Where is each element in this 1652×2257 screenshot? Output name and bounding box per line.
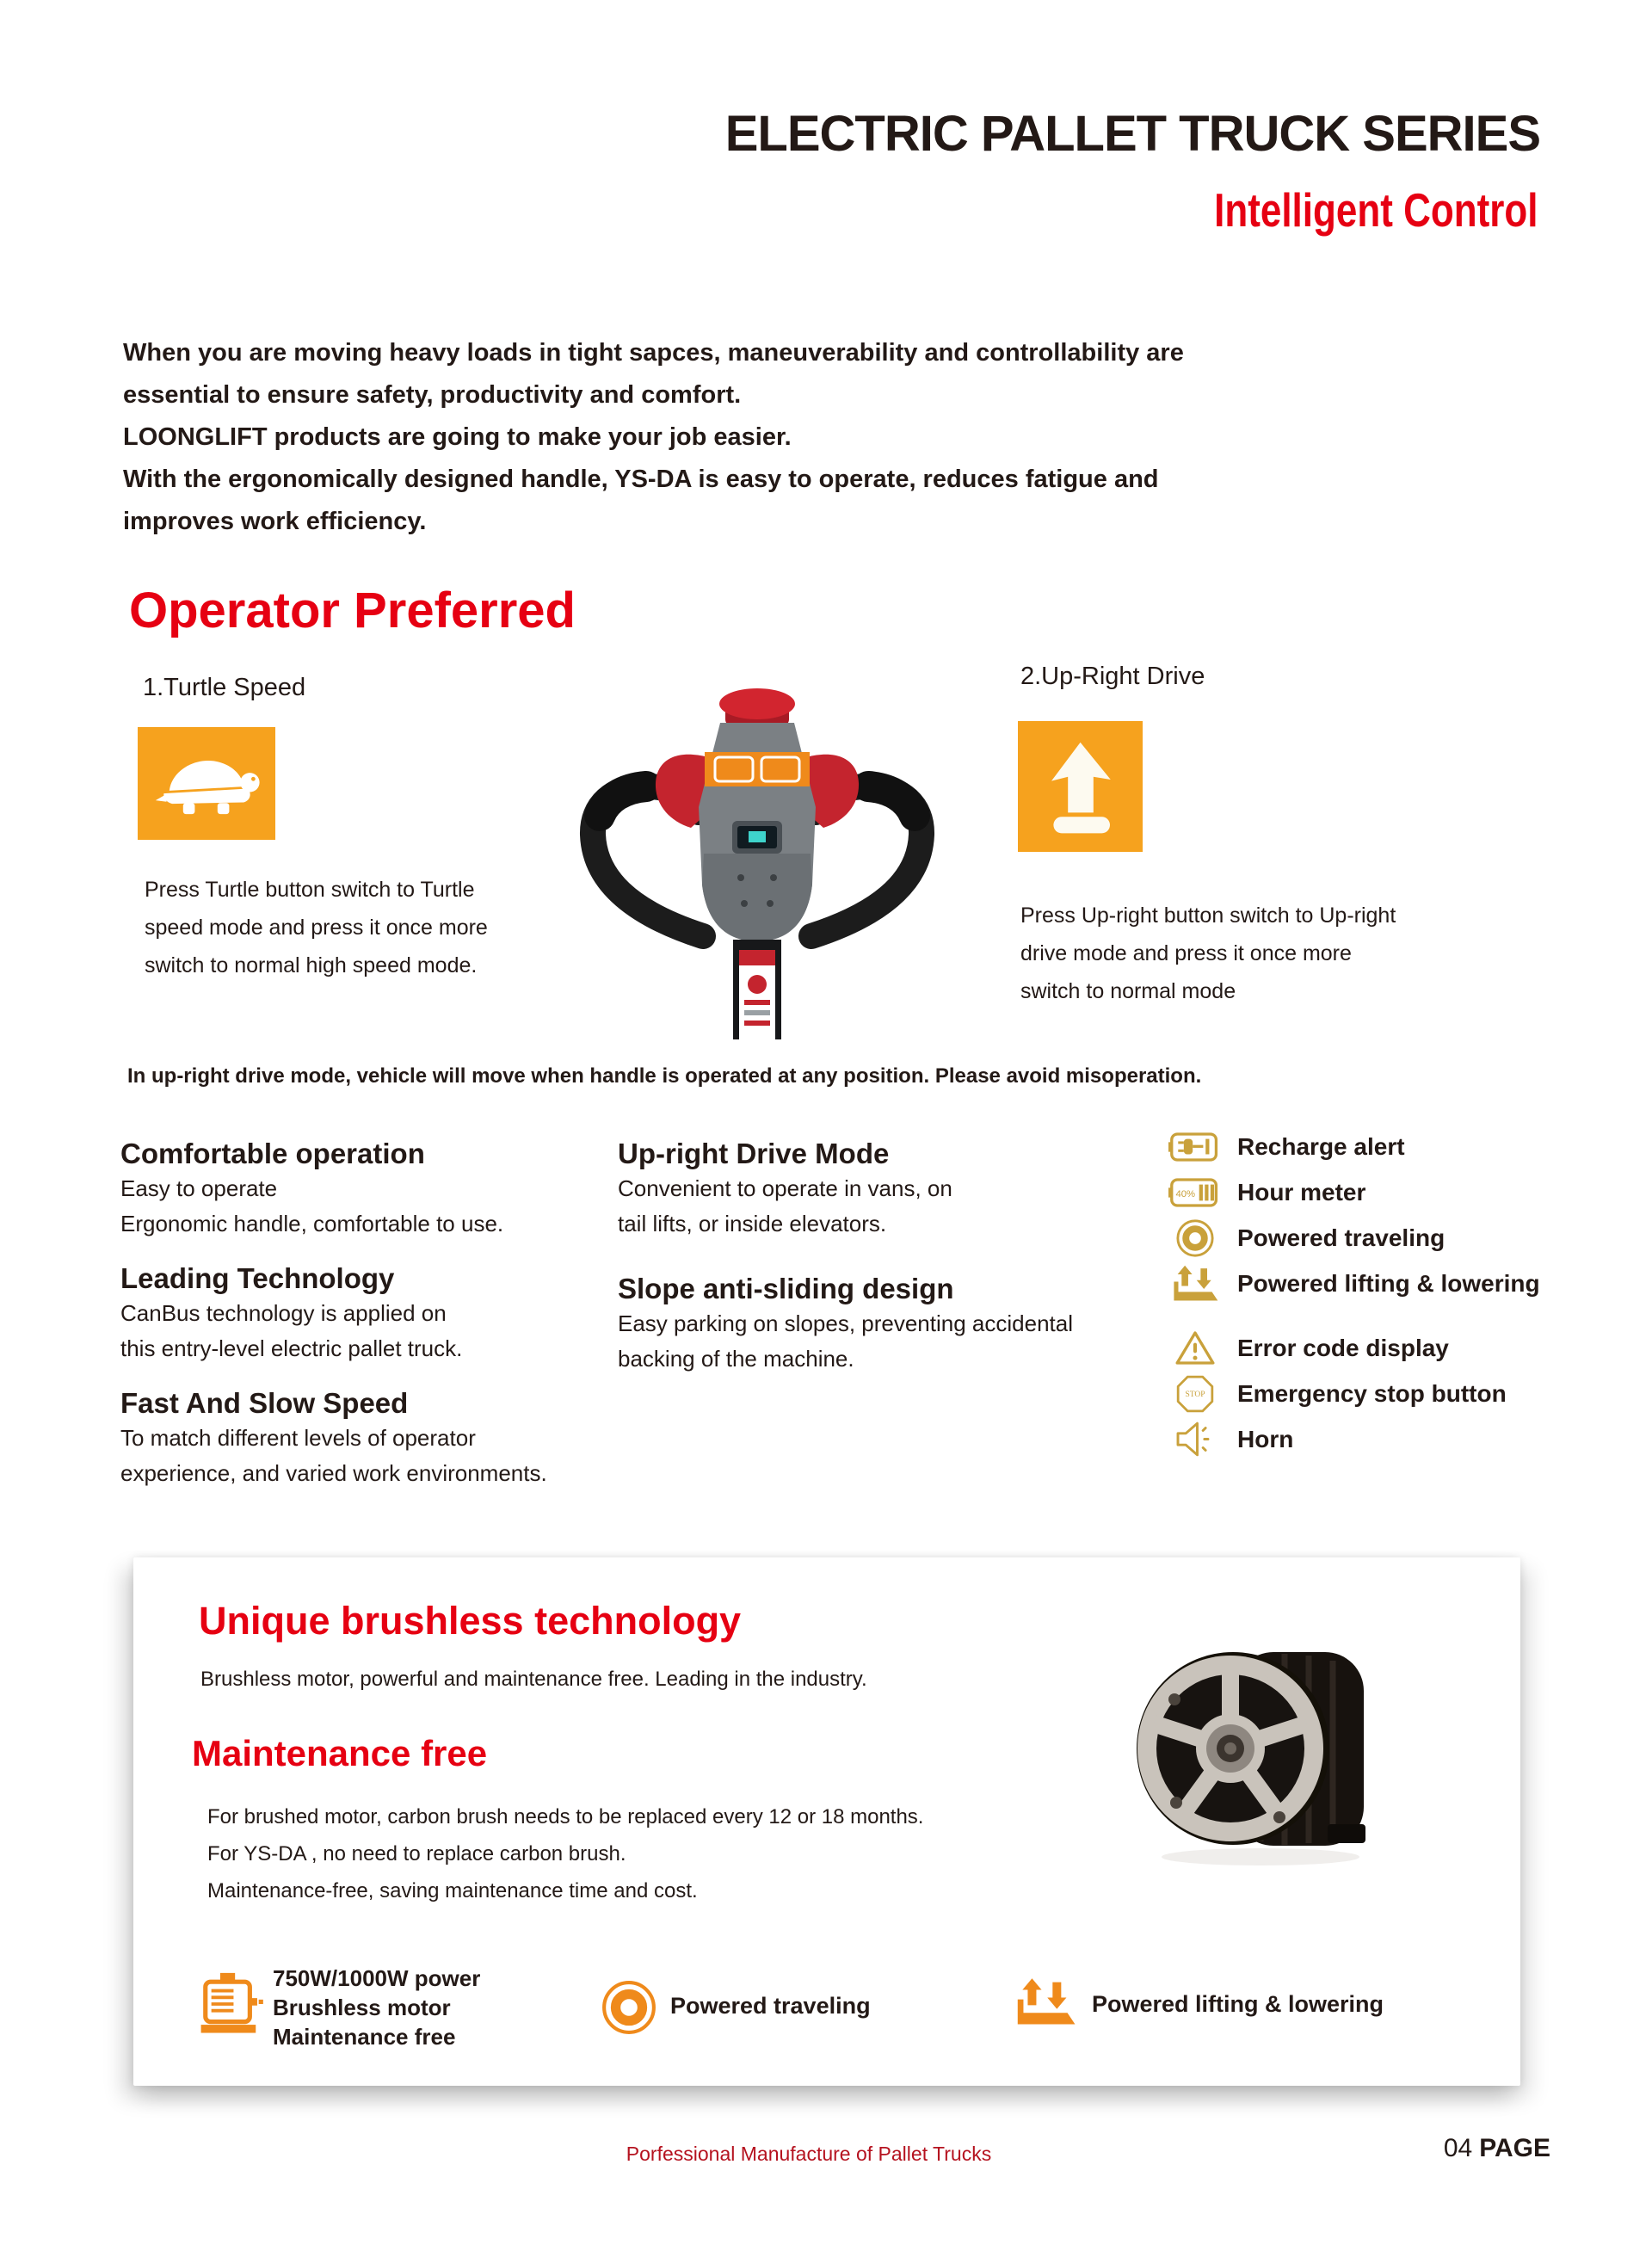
card-heading-brushless: Unique brushless technology bbox=[199, 1599, 742, 1643]
svg-text:40%: 40% bbox=[1175, 1188, 1196, 1199]
misoperation-warning: In up-right drive mode, vehicle will move when handle is operated at any position. Please avoid misoperation. bbox=[127, 1064, 1202, 1088]
page-subtitle: Intelligent Control bbox=[1214, 183, 1538, 237]
turtle-speed-label: 1.Turtle Speed bbox=[143, 674, 306, 701]
feature-row: Recharge alert bbox=[1163, 1124, 1540, 1169]
intro-line: essential to ensure safety, productivity and comfort. bbox=[123, 381, 742, 409]
card-body-brushless: Brushless motor, powerful and maintenance free. Leading in the industry. bbox=[200, 1668, 867, 1691]
feature-column-1: Comfortable operation Easy to operate Ergonomic handle, comfortable to use. Leading Technology CanBus technology is applied on this entry-level electric pallet truck. Fast And Slow Speed To match different levels of operator experience, and varied work environments. bbox=[120, 1136, 611, 1510]
upright-drive-label: 2.Up-Right Drive bbox=[1020, 663, 1205, 690]
turtle-speed-description: Press Turtle button switch to Turtle speed mode and press it once more switch to normal high speed mode. bbox=[145, 878, 488, 977]
page-title: ELECTRIC PALLET TRUCK SERIES bbox=[724, 106, 1540, 162]
recharge-alert-icon bbox=[1163, 1130, 1227, 1164]
feature-row: Powered traveling bbox=[1163, 1215, 1540, 1261]
section-heading-operator-preferred: Operator Preferred bbox=[129, 583, 576, 638]
card-maintenance-lines: For brushed motor, carbon brush needs to be replaced every 12 or 18 months. For YS-DA , no need to replace carbon brush. Maintenance-free, saving maintenance time and cost. bbox=[207, 1805, 924, 1902]
feature-row: Horn bbox=[1163, 1416, 1540, 1462]
svg-text:STOP: STOP bbox=[1185, 1390, 1205, 1399]
horn-icon bbox=[1163, 1420, 1227, 1458]
error-code-icon bbox=[1163, 1328, 1227, 1368]
feature-heading: Comfortable operation bbox=[120, 1138, 425, 1169]
intro-line: With the ergonomically designed handle, YS-DA is easy to operate, reduces fatigue and bbox=[123, 466, 1159, 493]
powered-traveling-icon bbox=[601, 1979, 657, 2036]
footer-page-indicator bbox=[1444, 2134, 1550, 2163]
turtle-icon bbox=[151, 738, 262, 829]
powered-lifting-icon bbox=[1163, 1264, 1227, 1304]
card-heading-maintenance: Maintenance free bbox=[192, 1733, 488, 1773]
pallet-truck-tiller-head-photo bbox=[564, 678, 951, 1039]
upright-drive-tile bbox=[1018, 721, 1143, 852]
intro-line: improves work efficiency. bbox=[123, 508, 427, 535]
motor-badge-text: 750W/1000W power Brushless motor Maintenance free bbox=[273, 1965, 481, 2050]
upright-drive-description: Press Up-right button switch to Up-right drive mode and press it once more switch to normal mode bbox=[1020, 903, 1396, 1003]
footer-tagline: Porfessional Manufacture of Pallet Trucks bbox=[626, 2143, 992, 2165]
turtle-speed-tile bbox=[138, 727, 275, 840]
feature-row: STOP Emergency stop button bbox=[1163, 1371, 1540, 1416]
feature-heading: Up-right Drive Mode bbox=[618, 1138, 890, 1169]
feature-heading: Leading Technology bbox=[120, 1262, 395, 1294]
feature-row: Powered lifting & lowering bbox=[1163, 1261, 1540, 1306]
page-word: PAGE bbox=[1479, 2134, 1550, 2162]
feature-row: Error code display bbox=[1163, 1325, 1540, 1371]
hour-meter-icon bbox=[1163, 1175, 1227, 1210]
intro-line: When you are moving heavy loads in tight sapces, maneuverability and controllability are bbox=[123, 339, 1184, 367]
powered-lifting-badge-label: Powered lifting & lowering bbox=[1092, 1991, 1384, 2017]
powered-lifting-icon bbox=[1013, 1976, 1078, 2029]
motor-icon bbox=[194, 1967, 268, 2041]
powered-traveling-icon bbox=[1163, 1218, 1227, 1258]
page-number: 04 bbox=[1443, 2134, 1473, 2162]
feature-row: 40% Hour meter bbox=[1163, 1169, 1540, 1215]
powered-traveling-badge-label: Powered traveling bbox=[670, 1993, 871, 2019]
feature-heading: Slope anti-sliding design bbox=[618, 1273, 954, 1304]
emergency-stop-icon bbox=[1163, 1374, 1227, 1414]
brushless-motor-photo bbox=[1131, 1626, 1390, 1884]
feature-heading: Fast And Slow Speed bbox=[120, 1387, 409, 1419]
intro-line: LOONGLIFT products are going to make your job easier. bbox=[123, 423, 792, 451]
feature-column-2: Up-right Drive Mode Convenient to operate in vans, on tail lifts, or inside elevators. Slope anti-sliding design Easy parking on slopes, preventing accidental backing of the machine. bbox=[618, 1136, 1134, 1396]
up-arrow-icon bbox=[1031, 734, 1131, 839]
feature-icon-list bbox=[1163, 1124, 1540, 1462]
brushless-technology-card bbox=[133, 1557, 1520, 2086]
intro-paragraph bbox=[123, 332, 1184, 543]
